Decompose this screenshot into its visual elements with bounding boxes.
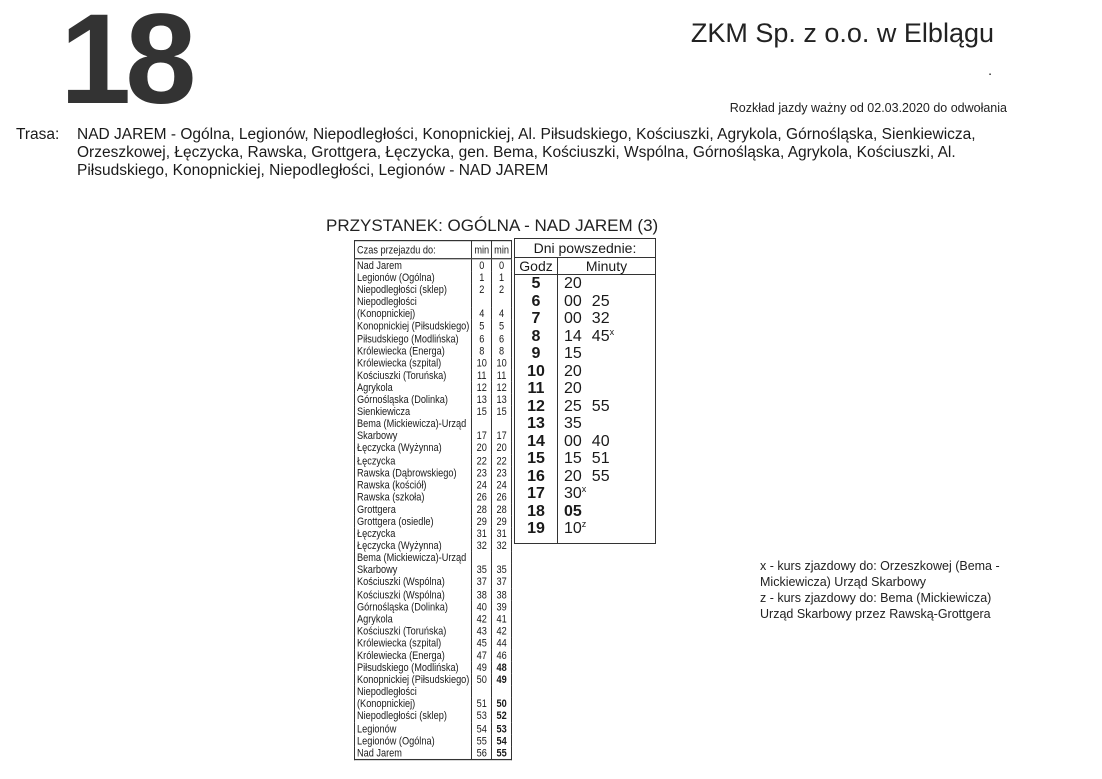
departure-hour: 6 xyxy=(531,292,541,310)
stop-name: Kościuszki (Wspólna) xyxy=(357,588,445,601)
departure-row xyxy=(515,433,655,451)
travel-min-b: 39 xyxy=(492,600,512,612)
travel-min-b: 31 xyxy=(492,527,512,539)
departure-minute xyxy=(592,450,610,468)
departure-minutes xyxy=(557,520,586,538)
departure-minute xyxy=(564,503,582,521)
stop-name: (Konopnickiej) xyxy=(357,697,416,710)
minute-value: 20 xyxy=(564,362,582,380)
departure-minutes xyxy=(557,415,582,433)
travel-min-a: 38 xyxy=(472,588,492,600)
departure-row xyxy=(515,275,655,293)
departure-row xyxy=(515,450,655,468)
travel-header-label: Czas przejazdu do: xyxy=(355,241,472,259)
stop-name: Łęczycka xyxy=(357,454,396,467)
travel-min-b: 35 xyxy=(492,564,512,576)
travel-row xyxy=(355,649,512,661)
travel-row xyxy=(355,564,512,576)
travel-min-b: 49 xyxy=(492,674,512,686)
travel-min-b: 55 xyxy=(492,747,512,760)
departure-minute xyxy=(564,468,582,486)
travel-row xyxy=(355,381,512,393)
travel-row xyxy=(355,734,512,746)
travel-min-b: 15 xyxy=(492,406,512,418)
travel-min-b: 6 xyxy=(492,332,512,344)
minute-value: 30 xyxy=(564,485,582,502)
column-separator xyxy=(557,275,558,543)
travel-min-b: 17 xyxy=(492,430,512,442)
stop-name: Agrykola xyxy=(357,612,393,625)
minute-value: 25 xyxy=(591,292,610,310)
travel-min-a: 56 xyxy=(472,747,492,760)
departure-minute xyxy=(564,293,582,311)
travel-row xyxy=(355,552,512,564)
travel-row xyxy=(355,259,512,272)
minute-value: 45 xyxy=(591,327,610,345)
departure-minute xyxy=(592,398,610,416)
travel-row xyxy=(355,332,512,344)
travel-min-b: 29 xyxy=(492,515,512,527)
travel-min-a: 17 xyxy=(472,430,492,442)
stop-name: Kościuszki (Toruńska) xyxy=(357,368,447,382)
note-z: z - kurs zjazdowy do: Bema (Mickiewicza) Urząd Skarbowy przez Rawską-Grottgera xyxy=(760,591,992,621)
departure-row xyxy=(515,415,655,433)
stop-name: Łęczycka xyxy=(357,527,396,540)
stop-name: Królewiecka (szpital) xyxy=(357,636,442,650)
travel-row xyxy=(355,661,512,673)
departures-title: Dni powszednie: xyxy=(515,239,655,258)
stop-name: Rawska (kościół) xyxy=(357,478,427,491)
travel-min-a: 50 xyxy=(472,674,492,686)
departure-minute xyxy=(564,398,582,416)
travel-min-b: 32 xyxy=(492,540,512,552)
stop-name: Nad Jarem xyxy=(357,746,402,759)
stop-name: (Konopnickiej) xyxy=(357,308,416,321)
departure-row xyxy=(515,520,655,538)
stop-name: Grottgera xyxy=(357,502,396,516)
travel-min-b: 23 xyxy=(492,466,512,478)
stop-name: Górnośląska (Dolinka) xyxy=(357,393,448,406)
minute-value: 10 xyxy=(564,520,582,537)
travel-min-b: 42 xyxy=(492,625,512,637)
travel-min-a: 28 xyxy=(472,503,492,515)
travel-header-row xyxy=(355,241,512,259)
minute-value: 20 xyxy=(564,467,582,485)
departures-table xyxy=(514,238,656,544)
stop-name: Kościuszki (Toruńska) xyxy=(357,624,447,637)
travel-row xyxy=(355,466,512,478)
departure-hour: 16 xyxy=(527,467,545,485)
stop-name: Konopnickiej (Piłsudskiego) xyxy=(357,673,470,686)
stop-name: Legionów xyxy=(357,722,397,735)
departure-hour: 12 xyxy=(527,397,545,415)
departure-minute xyxy=(592,468,610,486)
travel-min-a: 12 xyxy=(472,381,492,393)
stop-name: Konopnickiej (Piłsudskiego) xyxy=(357,320,470,333)
travel-min-b: 4 xyxy=(492,308,512,320)
travel-min-a: 5 xyxy=(472,320,492,332)
stop-name: Rawska (szkoła) xyxy=(357,490,425,503)
departure-hour: 11 xyxy=(527,380,545,397)
travel-row xyxy=(355,698,512,710)
minute-value: 55 xyxy=(591,467,610,485)
stop-title: PRZYSTANEK: OGÓLNA - NAD JAREM (3) xyxy=(326,216,659,235)
departure-row xyxy=(515,363,655,381)
travel-min-b: 46 xyxy=(492,649,512,661)
travel-min-a: 49 xyxy=(472,661,492,673)
route-text: NAD JAREM - Ogólna, Legionów, Niepodległości, Konopnickiej, Al. Piłsudskiego, Kościuszki, Agrykola, Górnośląska, Sienkiewicza, Orzeszkowej, Łęczycka, Rawska, Grottgera, Łęczycka, gen. Bema, Kościuszki, Wspólna, Górnośląska, Agrykola, Kościuszki, Al. Piłsudskiego, Konopnickiej, Niepodległości, Legionów - NAD JAREM xyxy=(77,126,976,179)
travel-times-table xyxy=(354,240,512,760)
travel-min-b: 38 xyxy=(492,588,512,600)
travel-row xyxy=(355,625,512,637)
travel-min-a: 53 xyxy=(472,710,492,722)
stop-name: Legionów (Ogólna) xyxy=(357,271,435,284)
travel-min-a: 8 xyxy=(472,345,492,357)
minute-value: 15 xyxy=(564,345,582,362)
minute-value: 05 xyxy=(564,502,582,520)
departure-row xyxy=(515,310,655,328)
travel-row xyxy=(355,686,512,698)
minute-value: 25 xyxy=(564,397,582,415)
travel-min-a: 24 xyxy=(472,479,492,491)
departure-minute xyxy=(564,450,582,468)
departure-row xyxy=(515,398,655,416)
travel-min-a: 11 xyxy=(472,369,492,381)
travel-min-a xyxy=(472,686,492,698)
stop-name: Bema (Mickiewicza)-Urząd xyxy=(357,417,467,430)
route-label: Trasa: xyxy=(16,126,60,143)
departure-minutes xyxy=(557,275,582,293)
stop-name: Sienkiewicza xyxy=(357,405,411,418)
note-x: x - kurs zjazdowy do: Orzeszkowej (Bema - Mickiewicza) Urząd Skarbowy xyxy=(760,559,1000,589)
stop-name: Kościuszki (Wspólna) xyxy=(357,576,445,589)
travel-min-b: 8 xyxy=(492,345,512,357)
travel-row xyxy=(355,345,512,357)
travel-min-b: 10 xyxy=(492,357,512,369)
travel-row xyxy=(355,503,512,515)
footnote-mark: z xyxy=(581,519,587,529)
departure-hour: 15 xyxy=(527,450,545,467)
travel-min-a: 0 xyxy=(472,259,492,272)
travel-min-a: 35 xyxy=(472,564,492,576)
travel-min-a: 32 xyxy=(472,540,492,552)
travel-min-a: 43 xyxy=(472,625,492,637)
travel-min-a: 2 xyxy=(472,284,492,296)
travel-min-a: 51 xyxy=(472,698,492,710)
departure-minutes xyxy=(557,503,582,521)
departure-minutes xyxy=(557,328,614,346)
departure-minutes xyxy=(557,433,610,451)
travel-min-b: 2 xyxy=(492,284,512,296)
departure-minutes xyxy=(557,398,610,416)
travel-min-a xyxy=(472,296,492,308)
departures-body xyxy=(515,275,655,543)
departure-minute xyxy=(592,328,614,346)
travel-row xyxy=(355,540,512,552)
departure-hour: 7 xyxy=(531,310,541,327)
travel-body xyxy=(355,259,512,760)
stop-name: Niepodległości (sklep) xyxy=(357,283,447,296)
minute-value: 51 xyxy=(591,450,610,467)
travel-row xyxy=(355,357,512,369)
travel-min-a xyxy=(472,418,492,430)
travel-min-b: 44 xyxy=(492,637,512,649)
minute-value: 40 xyxy=(591,432,610,450)
departure-minutes xyxy=(557,293,610,311)
stop-name: Królewiecka (Energa) xyxy=(357,344,445,357)
travel-min-b xyxy=(492,418,512,430)
stop-name: Niepodległości xyxy=(357,295,417,308)
travel-min-a: 47 xyxy=(472,649,492,661)
stop-name: Rawska (Dąbrowskiego) xyxy=(357,466,457,479)
travel-min-a: 42 xyxy=(472,613,492,625)
stop-name: Piłsudskiego (Modlińska) xyxy=(357,332,459,345)
stop-name: Skarbowy xyxy=(357,563,398,576)
travel-row xyxy=(355,418,512,430)
minute-value: 20 xyxy=(564,380,582,397)
departure-minute xyxy=(564,328,582,346)
company-name: ZKM Sp. z o.o. w Elblągu xyxy=(690,18,994,48)
travel-row xyxy=(355,393,512,405)
travel-min-a: 13 xyxy=(472,393,492,405)
departure-minute xyxy=(592,310,610,328)
travel-min-b: 12 xyxy=(492,381,512,393)
departure-minute xyxy=(564,275,582,293)
minutes-column-header: Minuty xyxy=(585,258,628,274)
travel-row xyxy=(355,637,512,649)
travel-min-a: 45 xyxy=(472,637,492,649)
travel-min-a: 26 xyxy=(472,491,492,503)
travel-min-b: 13 xyxy=(492,393,512,405)
travel-min-a: 37 xyxy=(472,576,492,588)
departure-minute xyxy=(564,310,582,328)
travel-min-b: 41 xyxy=(492,613,512,625)
travel-row xyxy=(355,406,512,418)
travel-min-a: 31 xyxy=(472,527,492,539)
travel-row xyxy=(355,613,512,625)
travel-row xyxy=(355,747,512,760)
departure-minutes xyxy=(557,380,582,398)
travel-row xyxy=(355,576,512,588)
travel-row xyxy=(355,710,512,722)
travel-row xyxy=(355,369,512,381)
stop-name: Łęczycka (Wyżynna) xyxy=(357,442,442,455)
departure-minute xyxy=(564,485,586,503)
travel-row xyxy=(355,430,512,442)
departure-minutes xyxy=(557,450,610,468)
minute-value: 35 xyxy=(564,415,582,432)
travel-min-b: 5 xyxy=(492,320,512,332)
travel-min-a: 15 xyxy=(472,406,492,418)
hour-column-header: Godz xyxy=(515,258,558,274)
travel-min-a: 20 xyxy=(472,442,492,454)
departure-hour: 14 xyxy=(527,432,545,450)
departure-minute xyxy=(564,380,582,398)
departures-columns xyxy=(515,258,655,275)
travel-min-b: 37 xyxy=(492,576,512,588)
departure-row xyxy=(515,293,655,311)
travel-min-a: 29 xyxy=(472,515,492,527)
departure-row xyxy=(515,468,655,486)
travel-min-a: 22 xyxy=(472,454,492,466)
stop-name: Łęczycka (Wyżynna) xyxy=(357,539,442,552)
departure-hour: 18 xyxy=(527,502,545,520)
stop-name: Niepodległości (sklep) xyxy=(357,710,447,723)
stop-name: Niepodległości xyxy=(357,685,417,698)
departure-minutes xyxy=(557,310,610,328)
minute-value: 14 xyxy=(564,327,582,345)
travel-min-a: 4 xyxy=(472,308,492,320)
travel-row xyxy=(355,308,512,320)
departure-hour: 5 xyxy=(531,275,541,292)
travel-min-b: 26 xyxy=(492,491,512,503)
travel-row xyxy=(355,271,512,283)
travel-row xyxy=(355,588,512,600)
line-number: 18 xyxy=(60,0,191,131)
stop-name: Agrykola xyxy=(357,381,393,394)
departure-hour: 10 xyxy=(527,362,545,380)
departure-row xyxy=(515,328,655,346)
departure-minutes xyxy=(557,345,582,363)
travel-row xyxy=(355,296,512,308)
stop-name: Skarbowy xyxy=(357,429,398,442)
travel-min-b xyxy=(492,552,512,564)
travel-min-b: 28 xyxy=(492,503,512,515)
departure-minute xyxy=(564,415,582,433)
departure-minute xyxy=(564,433,582,451)
travel-row xyxy=(355,722,512,734)
travel-min-b: 0 xyxy=(492,259,512,272)
validity-text: Rozkład jazdy ważny od 02.03.2020 do odwołania xyxy=(729,101,1007,115)
stop-name: Królewiecka (szpital) xyxy=(357,356,442,369)
minute-value: 20 xyxy=(564,275,582,292)
travel-row xyxy=(355,491,512,503)
travel-row xyxy=(355,454,512,466)
travel-min-b: 24 xyxy=(492,479,512,491)
minute-value: 32 xyxy=(591,310,610,327)
travel-min-b: 11 xyxy=(492,369,512,381)
travel-min-a xyxy=(472,552,492,564)
travel-min-a: 54 xyxy=(472,722,492,734)
travel-min-b: 22 xyxy=(492,454,512,466)
notes xyxy=(760,558,1000,622)
minute-value: 00 xyxy=(564,310,582,327)
minute-value: 00 xyxy=(564,292,582,310)
travel-header-min-1: min xyxy=(472,241,492,259)
footnote-mark: x xyxy=(609,326,615,337)
travel-min-b xyxy=(492,686,512,698)
stop-name: Nad Jarem xyxy=(357,259,402,272)
departure-minutes xyxy=(557,485,586,503)
travel-min-b: 50 xyxy=(492,698,512,710)
stop-name: Górnośląska (Dolinka) xyxy=(357,600,448,613)
travel-row xyxy=(355,320,512,332)
travel-row xyxy=(355,515,512,527)
minute-value: 15 xyxy=(564,450,582,467)
stop-name: Piłsudskiego (Modlińska) xyxy=(357,661,459,674)
travel-min-a: 1 xyxy=(472,271,492,283)
travel-min-a: 23 xyxy=(472,466,492,478)
departure-hour: 13 xyxy=(527,415,545,432)
departure-minute xyxy=(592,433,610,451)
departure-row xyxy=(515,345,655,363)
travel-row xyxy=(355,600,512,612)
travel-min-b: 54 xyxy=(492,734,512,746)
departure-row xyxy=(515,503,655,521)
minute-value: 00 xyxy=(564,432,582,450)
travel-row xyxy=(355,284,512,296)
travel-row xyxy=(355,674,512,686)
departure-minutes xyxy=(557,468,610,486)
departure-minutes xyxy=(557,363,582,381)
travel-min-b: 53 xyxy=(492,722,512,734)
departure-minute xyxy=(564,345,582,363)
departure-row xyxy=(515,380,655,398)
minute-value: 55 xyxy=(591,397,610,415)
departure-hour: 8 xyxy=(531,327,541,345)
travel-min-b xyxy=(492,296,512,308)
departure-hour: 9 xyxy=(531,345,541,362)
departure-hour: 19 xyxy=(527,520,545,537)
stop-name: Grottgera (osiedle) xyxy=(357,515,434,528)
travel-min-a: 6 xyxy=(472,332,492,344)
footnote-mark: x xyxy=(581,484,587,494)
travel-min-b: 52 xyxy=(492,710,512,722)
travel-min-b: 20 xyxy=(492,442,512,454)
departure-minute xyxy=(564,520,586,538)
travel-min-a: 10 xyxy=(472,357,492,369)
stop-name: Bema (Mickiewicza)-Urząd xyxy=(357,551,467,564)
stop-name: Legionów (Ogólna) xyxy=(357,734,435,747)
travel-row xyxy=(355,479,512,491)
stop-name: Królewiecka (Energa) xyxy=(357,649,445,662)
travel-row xyxy=(355,442,512,454)
travel-min-b: 1 xyxy=(492,271,512,283)
travel-header-min-2: min xyxy=(492,241,512,259)
departure-minute xyxy=(592,293,610,311)
dot-mark: . xyxy=(988,62,992,78)
travel-row xyxy=(355,527,512,539)
departure-hour: 17 xyxy=(527,485,545,502)
travel-min-a: 40 xyxy=(472,600,492,612)
departure-row xyxy=(515,485,655,503)
travel-min-b: 48 xyxy=(492,661,512,673)
travel-min-a: 55 xyxy=(472,734,492,746)
departure-minute xyxy=(564,363,582,381)
